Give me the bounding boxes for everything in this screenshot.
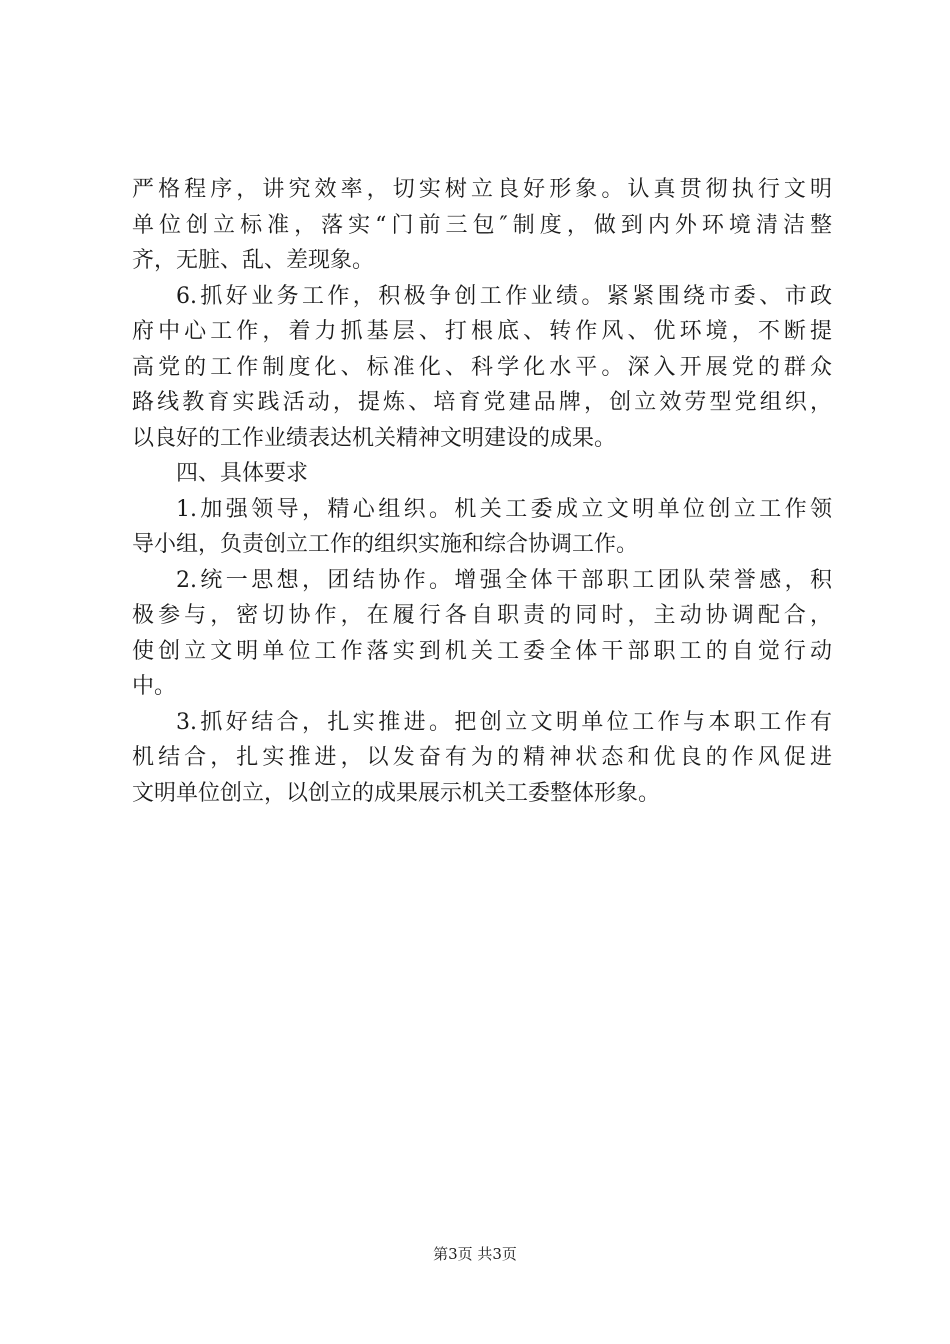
text-line: 2.统一思想，团结协作。增强全体干部职工团队荣誉感，积 — [176, 567, 832, 593]
text-line: 机结合，扎实推进，以发奋有为的精神状态和优良的作风促进 — [132, 745, 832, 770]
text-line: 文明单位创立，以创立的成果展示机关工委整体形象。 — [132, 780, 661, 806]
text-line: 单位创立标准，落实“门前三包″制度，做到内外环境清洁整 — [132, 212, 832, 238]
document-body — [132, 172, 832, 811]
text-line: 1.加强领导，精心组织。机关工委成立文明单位创立工作领 — [176, 496, 832, 522]
text-line: 四、具体要求 — [176, 461, 309, 486]
text-line: 极参与，密切协作，在履行各自职责的同时，主动协调配合， — [132, 603, 832, 628]
text-line: 3.抓好结合，扎实推进。把创立文明单位工作与本职工作有 — [176, 709, 832, 735]
text-line: 齐，无脏、乱、差现象。 — [132, 248, 375, 273]
text-line: 府中心工作，着力抓基层、打根底、转作风、优环境，不断提 — [132, 319, 832, 344]
page-footer: 第3页 共3页 — [433, 1245, 517, 1263]
text-line: 路线教育实践活动，提炼、培育党建品牌，创立效劳型党组织， — [132, 390, 832, 415]
text-line: 6.抓好业务工作，积极争创工作业绩。紧紧围绕市委、市政 — [176, 283, 832, 309]
text-line: 严格程序，讲究效率，切实树立良好形象。认真贯彻执行文明 — [132, 177, 832, 202]
text-line: 导小组，负责创立工作的组织实施和综合协调工作。 — [132, 532, 639, 557]
text-line: 以良好的工作业绩表达机关精神文明建设的成果。 — [132, 425, 617, 451]
text-line: 使创立文明单位工作落实到机关工委全体干部职工的自觉行动 — [132, 638, 832, 664]
text-line: 高党的工作制度化、标准化、科学化水平。深入开展党的群众 — [132, 354, 832, 380]
text-line: 中。 — [132, 674, 177, 699]
